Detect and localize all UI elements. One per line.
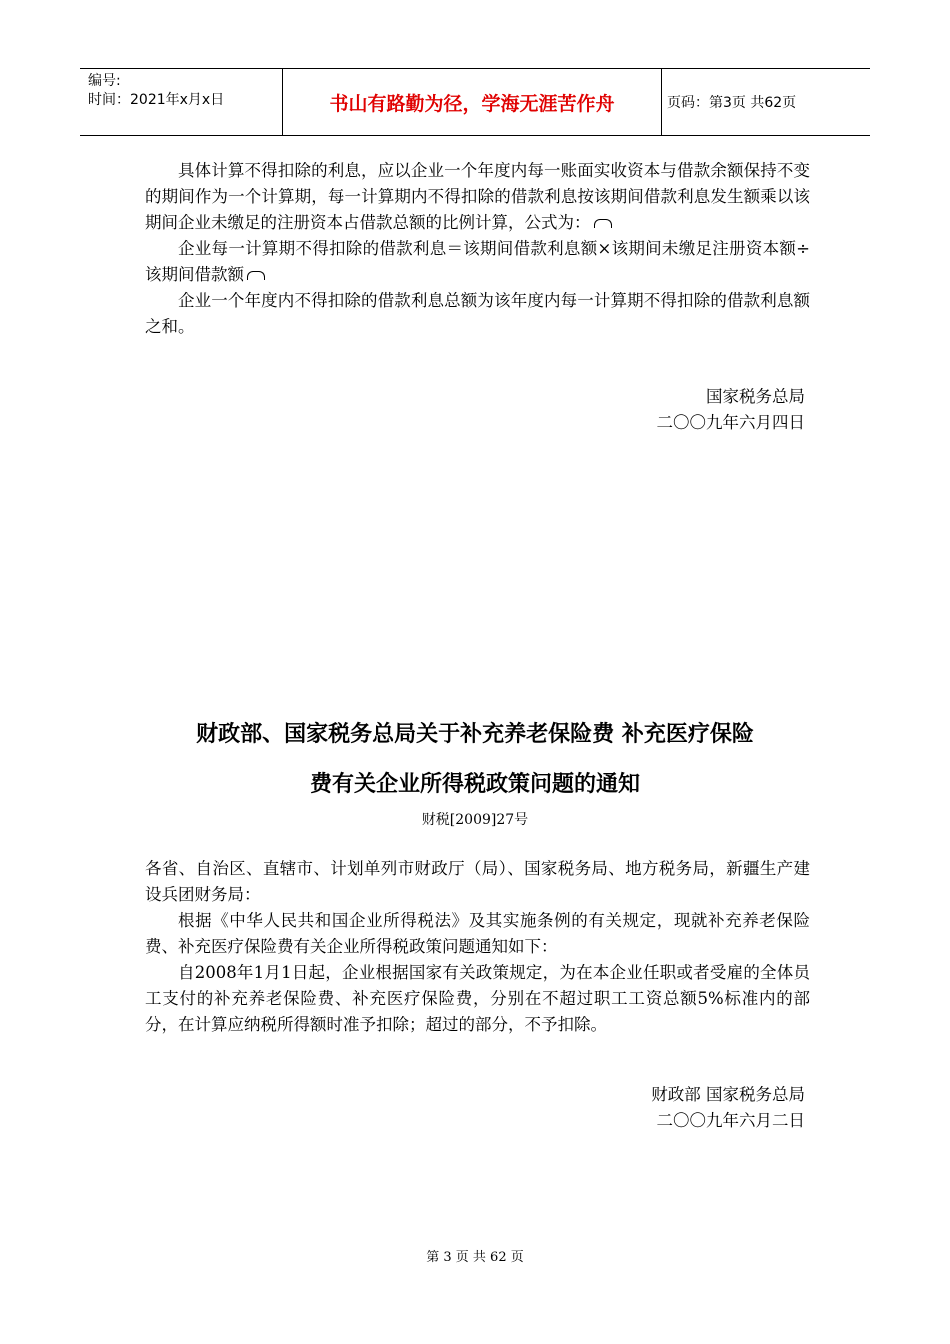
header-motto-cell [282, 69, 662, 135]
section2-addressee: 各省、自治区、直辖市、计划单列市财政厅（局）、国家税务局、地方税务局，新疆生产建设兵团财务局： [145, 859, 810, 904]
paragraph-mark-icon [594, 219, 612, 228]
section2-paragraph: 自2008年1月1日起，企业根据国家有关政策规定，为在本企业任职或者受雇的全体员工支付的补充养老保险费、补充医疗保险费，分别在不超过职工工资总额5%标准内的部分，在计算应纳税所得额时准予扣除；超过的部分，不予扣除。 [145, 963, 810, 1034]
section2-date: 二〇〇九年六月二日 [656, 1111, 805, 1130]
page-footer: 第 3 页 共 62 页 [426, 1250, 524, 1265]
header-meta [80, 69, 282, 135]
section1-date: 二〇〇九年六月四日 [656, 413, 805, 432]
section2-paragraph: 根据《中华人民共和国企业所得税法》及其实施条例的有关规定，现就补充养老保险费、补充医疗保险费有关企业所得税政策问题通知如下： [145, 911, 810, 956]
section2-doc-number: 财税[2009]27号 [421, 812, 529, 828]
section1-signer: 国家税务总局 [706, 387, 805, 406]
paragraph-mark-icon [247, 271, 265, 280]
motto: 书山有路勤为径，学海无涯苦作舟 [329, 92, 615, 115]
section1-paragraph: 具体计算不得扣除的利息，应以企业一个年度内每一账面实收资本与借款余额保持不变的期间作为一个计算期，每一计算期内不得扣除的借款利息按该期间借款利息发生额乘以该期间企业未缴足的注册资本占借款总额的比例计算，公式为： [145, 161, 810, 232]
section1-paragraph: 企业每一计算期不得扣除的借款利息＝该期间借款利息额×该期间未缴足注册资本额÷该期间借款额 [145, 239, 810, 284]
section2-signer: 财政部 国家税务总局 [651, 1085, 805, 1104]
section1-body [145, 158, 810, 340]
header-table [80, 68, 870, 136]
header-page-info: 页码：第3页 共62页 [667, 95, 797, 111]
code-label: 编号: [88, 73, 121, 89]
section2-title-line1: 财政部、国家税务总局关于补充养老保险费 补充医疗保险 [196, 721, 754, 747]
time-label: 时间：2021年x月x日 [88, 92, 225, 108]
section2-signature [651, 1082, 805, 1134]
section1-paragraph: 企业一个年度内不得扣除的借款利息总额为该年度内每一计算期不得扣除的借款利息额之和。 [145, 291, 810, 336]
section2-body [145, 856, 810, 1038]
section2-title-line2: 费有关企业所得税政策问题的通知 [309, 771, 640, 797]
section1-signature [657, 384, 806, 436]
